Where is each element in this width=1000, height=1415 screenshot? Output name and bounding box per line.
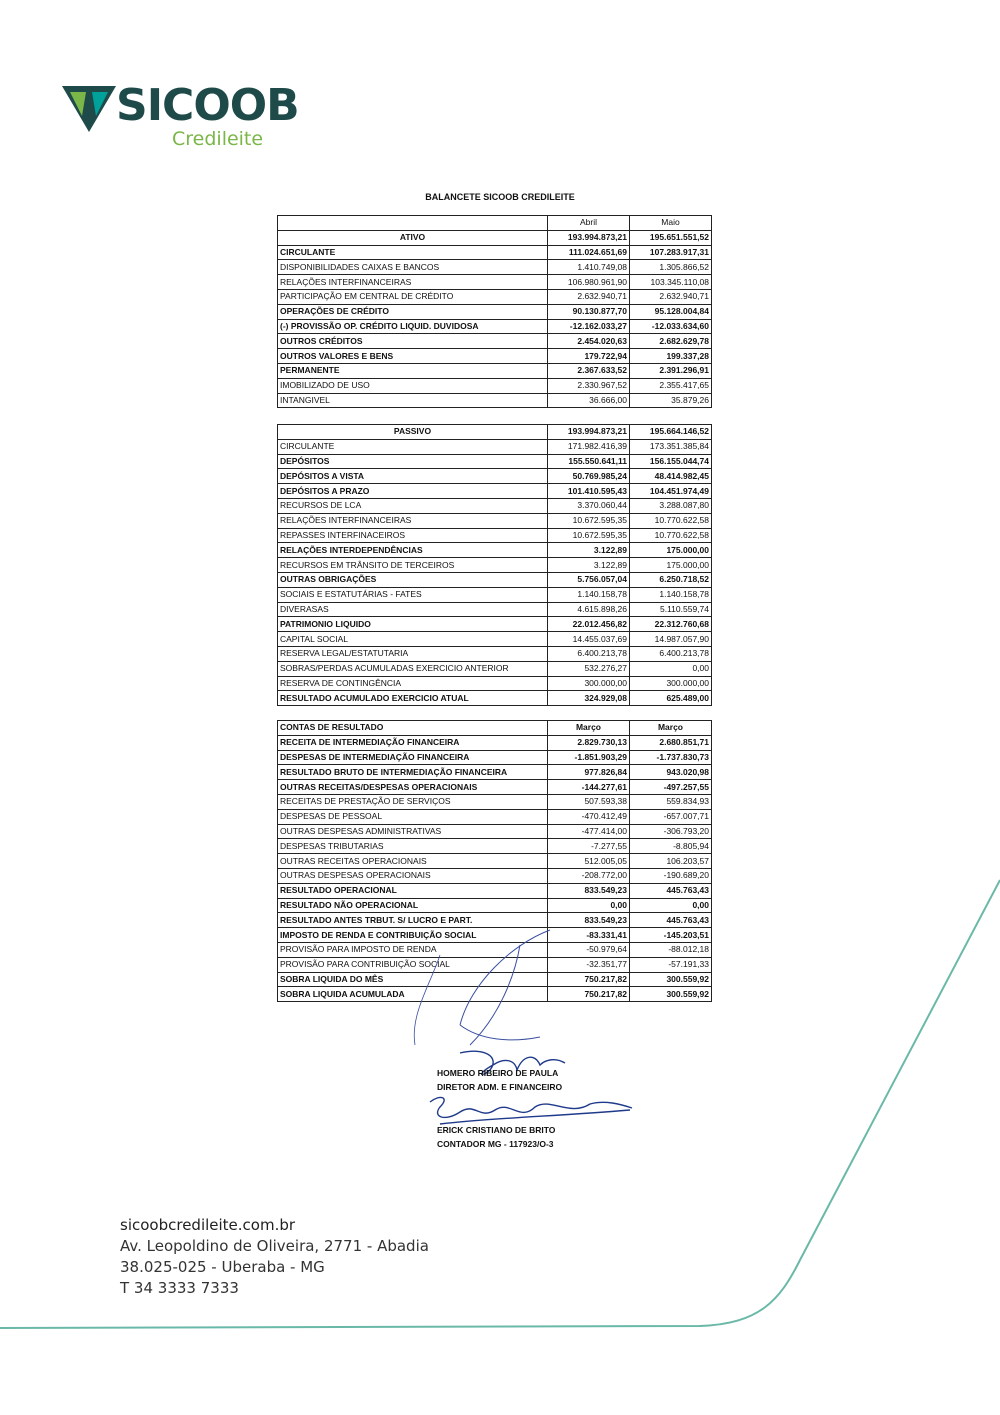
row-value-2: 943.020,98 bbox=[630, 765, 712, 780]
row-value-1: 106.980.961,90 bbox=[548, 275, 630, 290]
row-label: RELAÇÕES INTERFINANCEIRAS bbox=[278, 275, 548, 290]
brand-name: SICOOB bbox=[116, 80, 299, 131]
row-value-1: 22.012.456,82 bbox=[548, 617, 630, 632]
header-maio: Maio bbox=[630, 216, 712, 231]
row-label: RECURSOS EM TRÂNSITO DE TERCEIROS bbox=[278, 558, 548, 573]
signature-role-2: CONTADOR MG - 117923/O-3 bbox=[437, 1139, 554, 1149]
footer-phone: T 34 3333 7333 bbox=[120, 1279, 239, 1297]
row-label: PASSIVO bbox=[278, 425, 548, 440]
document-title: BALANCETE SICOOB CREDILEITE bbox=[425, 192, 575, 202]
row-value-1: 977.826,84 bbox=[548, 765, 630, 780]
row-label: OUTRAS OBRIGAÇÕES bbox=[278, 572, 548, 587]
row-value-2: 559.834,93 bbox=[630, 794, 712, 809]
row-label: OUTRAS RECEITAS/DESPESAS OPERACIONAIS bbox=[278, 780, 548, 795]
row-label: PROVISÃO PARA CONTRIBUIÇÃO SOCIAL bbox=[278, 957, 548, 972]
row-value-2: -657.007,71 bbox=[630, 809, 712, 824]
signature-name-1: HOMERO RIBEIRO DE PAULA bbox=[437, 1068, 559, 1078]
row-value-1: -32.351,77 bbox=[548, 957, 630, 972]
row-value-2: -145.203,51 bbox=[630, 928, 712, 943]
row-value-1: -12.162.033,27 bbox=[548, 319, 630, 334]
row-value-1: -1.851.903,29 bbox=[548, 750, 630, 765]
row-value-2: 2.355.417,65 bbox=[630, 378, 712, 393]
row-value-1: 193.994.873,21 bbox=[548, 230, 630, 245]
row-label: OPERAÇÕES DE CRÉDITO bbox=[278, 304, 548, 319]
row-value-1: 5.756.057,04 bbox=[548, 572, 630, 587]
row-value-2: 195.651.551,52 bbox=[630, 230, 712, 245]
footer-city: 38.025-025 - Uberaba - MG bbox=[120, 1258, 325, 1276]
row-label: RESULTADO ANTES TRBUT. S/ LUCRO E PART. bbox=[278, 913, 548, 928]
row-value-2: 195.664.146,52 bbox=[630, 425, 712, 440]
row-label: PATRIMONIO LIQUIDO bbox=[278, 617, 548, 632]
row-value-2: 3.288.087,80 bbox=[630, 498, 712, 513]
row-value-1: 532.276,27 bbox=[548, 661, 630, 676]
row-label: OUTRAS DESPESAS ADMINISTRATIVAS bbox=[278, 824, 548, 839]
row-value-2: 6.400.213,78 bbox=[630, 646, 712, 661]
brand-sub: Credileite bbox=[172, 128, 264, 150]
row-label: CIRCULANTE bbox=[278, 439, 548, 454]
row-value-2: 48.414.982,45 bbox=[630, 469, 712, 484]
row-value-1: 2.330.967,52 bbox=[548, 378, 630, 393]
row-value-2: 300.000,00 bbox=[630, 676, 712, 691]
row-value-1: 6.400.213,78 bbox=[548, 646, 630, 661]
row-value-1: 2.829.730,13 bbox=[548, 735, 630, 750]
header-abril: Abril bbox=[548, 216, 630, 231]
row-value-2: 10.770.622,58 bbox=[630, 528, 712, 543]
row-label: RESULTADO OPERACIONAL bbox=[278, 883, 548, 898]
row-value-2: 5.110.559,74 bbox=[630, 602, 712, 617]
row-value-1: -83.331,41 bbox=[548, 928, 630, 943]
row-value-1: 3.122,89 bbox=[548, 558, 630, 573]
row-value-2: -8.805,94 bbox=[630, 839, 712, 854]
row-value-2: 14.987.057,90 bbox=[630, 632, 712, 647]
row-value-2: 6.250.718,52 bbox=[630, 572, 712, 587]
row-value-2: 175.000,00 bbox=[630, 558, 712, 573]
row-value-2: 175.000,00 bbox=[630, 543, 712, 558]
row-label: IMOBILIZADO DE USO bbox=[278, 378, 548, 393]
row-value-1: -144.277,61 bbox=[548, 780, 630, 795]
row-label: DEPÓSITOS A VISTA bbox=[278, 469, 548, 484]
row-label: RECEITA DE INTERMEDIAÇÃO FINANCEIRA bbox=[278, 735, 548, 750]
footer-address: Av. Leopoldino de Oliveira, 2771 - Abadia bbox=[120, 1237, 429, 1255]
row-label: DEPÓSITOS A PRAZO bbox=[278, 484, 548, 499]
row-value-1: 10.672.595,35 bbox=[548, 513, 630, 528]
row-value-2: -1.737.830,73 bbox=[630, 750, 712, 765]
row-label: RECEITAS DE PRESTAÇÃO DE SERVIÇOS bbox=[278, 794, 548, 809]
row-value-1: -50.979,64 bbox=[548, 942, 630, 957]
row-label: OUTROS CRÉDITOS bbox=[278, 334, 548, 349]
row-value-2: 103.345.110,08 bbox=[630, 275, 712, 290]
row-value-2: 106.203,57 bbox=[630, 854, 712, 869]
row-value-2: 35.879,26 bbox=[630, 393, 712, 408]
row-value-2: 2.632.940,71 bbox=[630, 289, 712, 304]
row-value-1: 324.929,08 bbox=[548, 691, 630, 706]
row-label: OUTRAS DESPESAS OPERACIONAIS bbox=[278, 868, 548, 883]
row-label: SOBRA LIQUIDA DO MÊS bbox=[278, 972, 548, 987]
row-value-2: 445.763,43 bbox=[630, 913, 712, 928]
row-label: RESERVA DE CONTINGÊNCIA bbox=[278, 676, 548, 691]
row-value-2: -306.793,20 bbox=[630, 824, 712, 839]
row-value-1: 3.370.060,44 bbox=[548, 498, 630, 513]
row-value-1: 50.769.985,24 bbox=[548, 469, 630, 484]
row-label: DESPESAS DE INTERMEDIAÇÃO FINANCEIRA bbox=[278, 750, 548, 765]
row-label: OUTROS VALORES E BENS bbox=[278, 349, 548, 364]
row-label: REPASSES INTERFINACEIROS bbox=[278, 528, 548, 543]
row-value-1: 1.410.749,08 bbox=[548, 260, 630, 275]
row-value-2: 445.763,43 bbox=[630, 883, 712, 898]
row-label: OUTRAS RECEITAS OPERACIONAIS bbox=[278, 854, 548, 869]
row-value-1: 750.217,82 bbox=[548, 987, 630, 1002]
row-label: CAPITAL SOCIAL bbox=[278, 632, 548, 647]
row-value-1: 512.005,05 bbox=[548, 854, 630, 869]
row-label: ATIVO bbox=[278, 230, 548, 245]
row-value-2: -497.257,55 bbox=[630, 780, 712, 795]
row-label: RESERVA LEGAL/ESTATUTARIA bbox=[278, 646, 548, 661]
row-label: DIVERASAS bbox=[278, 602, 548, 617]
row-value-1: 833.549,23 bbox=[548, 883, 630, 898]
row-value-2: 2.682.629,78 bbox=[630, 334, 712, 349]
row-value-1: -470.412,49 bbox=[548, 809, 630, 824]
row-label: RELAÇÕES INTERDEPENDÊNCIAS bbox=[278, 543, 548, 558]
row-value-1: 750.217,82 bbox=[548, 972, 630, 987]
row-value-1: 90.130.877,70 bbox=[548, 304, 630, 319]
row-value-1: 2.367.633,52 bbox=[548, 363, 630, 378]
row-label: DISPONIBILIDADES CAIXAS E BANCOS bbox=[278, 260, 548, 275]
row-value-1: 179.722,94 bbox=[548, 349, 630, 364]
row-value-2: -57.191,33 bbox=[630, 957, 712, 972]
row-value-1: -477.414,00 bbox=[548, 824, 630, 839]
row-value-2: 300.559,92 bbox=[630, 987, 712, 1002]
row-label: (-) PROVISSÃO OP. CRÉDITO LIQUID. DUVIDOSA bbox=[278, 319, 548, 334]
row-value-1: 833.549,23 bbox=[548, 913, 630, 928]
row-value-2: 1.305.866,52 bbox=[630, 260, 712, 275]
row-value-1: 193.994.873,21 bbox=[548, 425, 630, 440]
signature-name-2: ERICK CRISTIANO DE BRITO bbox=[437, 1125, 556, 1135]
row-label: CIRCULANTE bbox=[278, 245, 548, 260]
row-value-1: Março bbox=[548, 721, 630, 736]
row-value-2: 104.451.974,49 bbox=[630, 484, 712, 499]
curve-line bbox=[0, 880, 1000, 1328]
row-value-2: 95.128.004,84 bbox=[630, 304, 712, 319]
row-value-2: 0,00 bbox=[630, 898, 712, 913]
row-label: RESULTADO BRUTO DE INTERMEDIAÇÃO FINANCEIRA bbox=[278, 765, 548, 780]
row-value-1: 300.000,00 bbox=[548, 676, 630, 691]
row-value-1: 155.550.641,11 bbox=[548, 454, 630, 469]
row-value-1: 10.672.595,35 bbox=[548, 528, 630, 543]
row-value-1: -208.772,00 bbox=[548, 868, 630, 883]
row-label: IMPOSTO DE RENDA E CONTRIBUIÇÃO SOCIAL bbox=[278, 928, 548, 943]
row-value-1: 14.455.037,69 bbox=[548, 632, 630, 647]
row-value-1: 1.140.158,78 bbox=[548, 587, 630, 602]
row-label: DEPÓSITOS bbox=[278, 454, 548, 469]
signature-role-1: DIRETOR ADM. E FINANCEIRO bbox=[437, 1082, 563, 1092]
row-label: RESULTADO NÃO OPERACIONAL bbox=[278, 898, 548, 913]
row-value-2: Março bbox=[630, 721, 712, 736]
row-value-2: 0,00 bbox=[630, 661, 712, 676]
row-value-2: 173.351.385,84 bbox=[630, 439, 712, 454]
row-value-2: -190.689,20 bbox=[630, 868, 712, 883]
row-value-2: 2.680.851,71 bbox=[630, 735, 712, 750]
row-value-1: 507.593,38 bbox=[548, 794, 630, 809]
footer-website: sicoobcredileite.com.br bbox=[120, 1216, 296, 1234]
row-value-1: 4.615.898,26 bbox=[548, 602, 630, 617]
row-label: RELAÇÕES INTERFINANCEIRAS bbox=[278, 513, 548, 528]
row-label: INTANGIVEL bbox=[278, 393, 548, 408]
row-label: SOCIAIS E ESTATUTÁRIAS - FATES bbox=[278, 587, 548, 602]
row-value-1: 101.410.595,43 bbox=[548, 484, 630, 499]
row-value-2: 625.489,00 bbox=[630, 691, 712, 706]
row-value-1: 0,00 bbox=[548, 898, 630, 913]
row-value-2: 22.312.760,68 bbox=[630, 617, 712, 632]
row-value-1: 111.024.651,69 bbox=[548, 245, 630, 260]
row-label: SOBRAS/PERDAS ACUMULADAS EXERCICIO ANTERIOR bbox=[278, 661, 548, 676]
row-value-2: 107.283.917,31 bbox=[630, 245, 712, 260]
row-value-1: -7.277,55 bbox=[548, 839, 630, 854]
row-label: DESPESAS DE PESSOAL bbox=[278, 809, 548, 824]
row-label: DESPESAS TRIBUTARIAS bbox=[278, 839, 548, 854]
row-value-1: 171.982.416,39 bbox=[548, 439, 630, 454]
row-label: RESULTADO ACUMULADO EXERCICIO ATUAL bbox=[278, 691, 548, 706]
row-label: PERMANENTE bbox=[278, 363, 548, 378]
row-value-1: 3.122,89 bbox=[548, 543, 630, 558]
row-value-2: 10.770.622,58 bbox=[630, 513, 712, 528]
row-value-2: 156.155.044,74 bbox=[630, 454, 712, 469]
row-value-1: 36.666,00 bbox=[548, 393, 630, 408]
row-label: RECURSOS DE LCA bbox=[278, 498, 548, 513]
row-value-1: 2.454.020,63 bbox=[548, 334, 630, 349]
row-value-2: 1.140.158,78 bbox=[630, 587, 712, 602]
row-value-1: 2.632.940,71 bbox=[548, 289, 630, 304]
row-value-2: 199.337,28 bbox=[630, 349, 712, 364]
row-label: PROVISÃO PARA IMPOSTO DE RENDA bbox=[278, 942, 548, 957]
row-value-2: 300.559,92 bbox=[630, 972, 712, 987]
row-value-2: -88.012,18 bbox=[630, 942, 712, 957]
row-label: PARTICIPAÇÃO EM CENTRAL DE CRÉDITO bbox=[278, 289, 548, 304]
row-value-2: -12.033.634,60 bbox=[630, 319, 712, 334]
row-label: SOBRA LIQUIDA ACUMULADA bbox=[278, 987, 548, 1002]
row-label: CONTAS DE RESULTADO bbox=[278, 721, 548, 736]
row-value-2: 2.391.296,91 bbox=[630, 363, 712, 378]
